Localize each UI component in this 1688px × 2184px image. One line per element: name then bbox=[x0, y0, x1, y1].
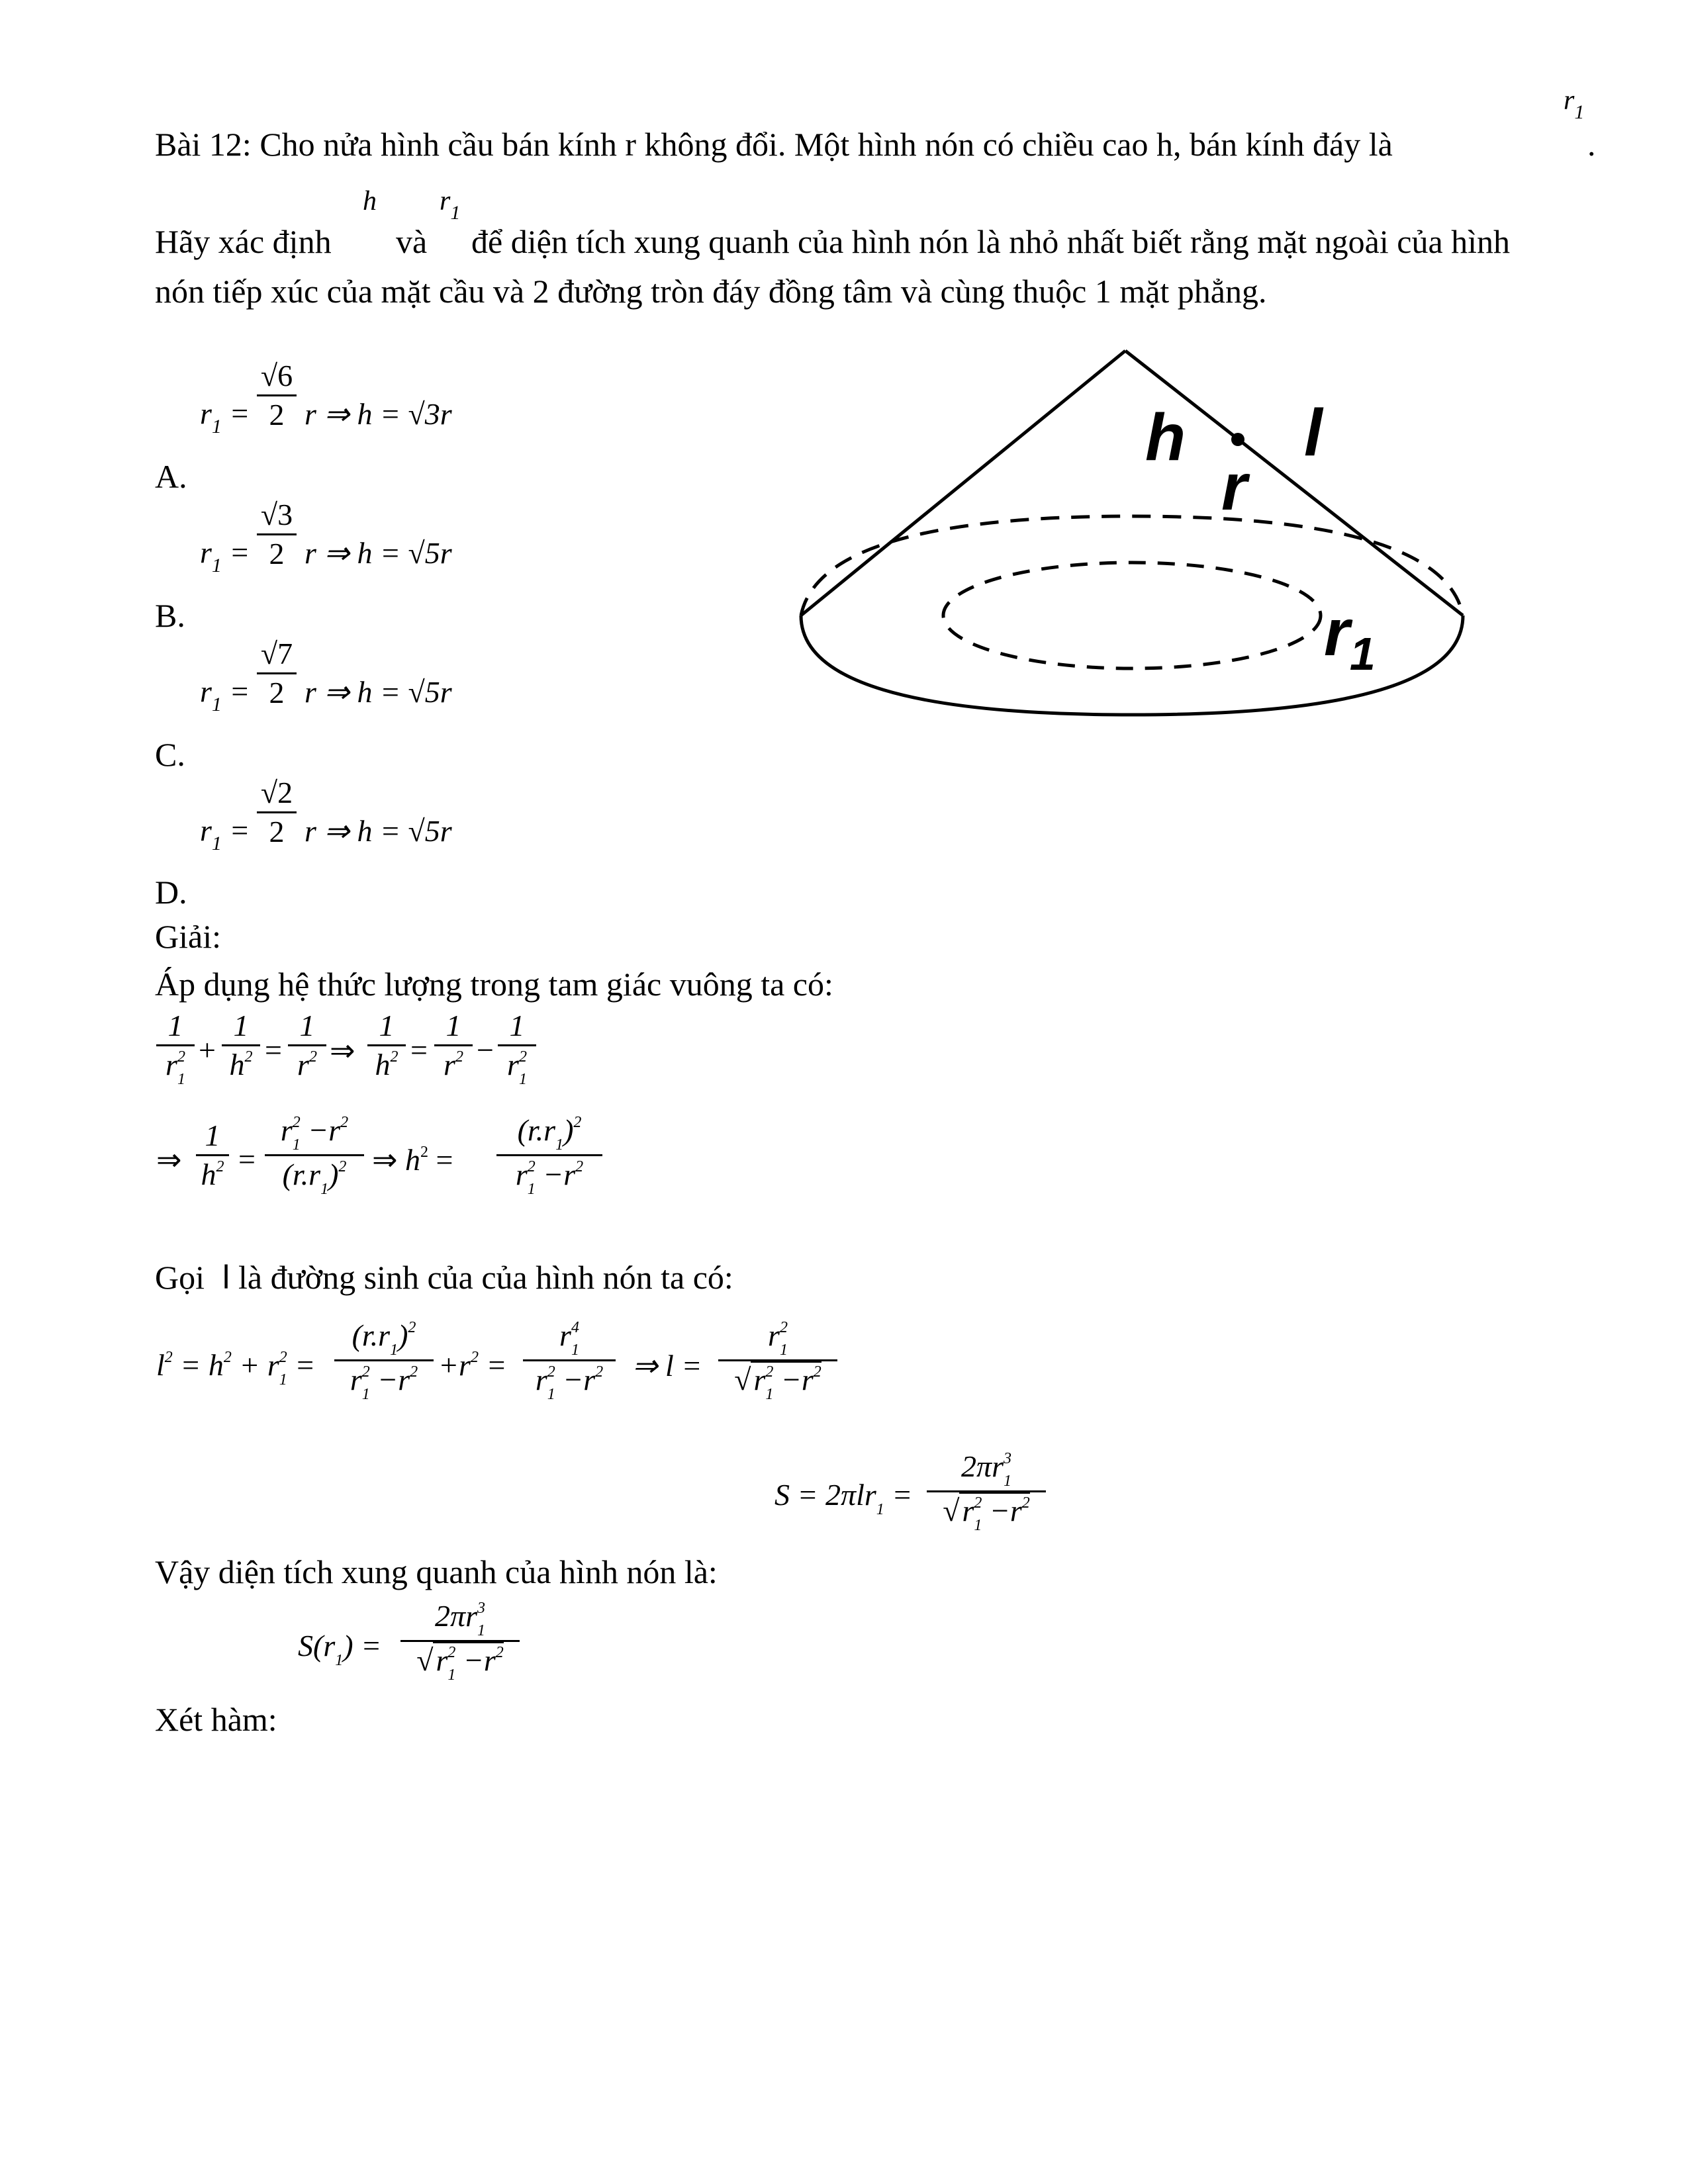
label-h: h bbox=[1145, 400, 1186, 475]
option-d-r1: $r_1$ = bbox=[200, 813, 250, 854]
label-l: l bbox=[1304, 396, 1323, 470]
r1-symbol-top: $r_1$ bbox=[1564, 85, 1585, 123]
eq3-lhs: $l^2 = h^2 + r^2_1$ = bbox=[156, 1348, 316, 1388]
option-d-label[interactable]: D. bbox=[155, 874, 187, 911]
option-a-label[interactable]: A. bbox=[155, 458, 187, 495]
problem-line-2c: để diện tích xung quanh của hình nón là nhỏ nhất biết rằng mặt ngoài của hình bbox=[471, 223, 1511, 260]
option-a-r1: $r_1$ = bbox=[200, 396, 250, 437]
eq1-frac-1-hsq: 1 $h^2$ bbox=[222, 1007, 260, 1089]
generatrix-text-b: là đường sinh của của hình nón ta có: bbox=[238, 1259, 733, 1296]
problem-line-1: Bài 12: Cho nửa hình cầu bán kính r không đổi. Một hình nón có chiều cao h, bán kính đáy là bbox=[155, 126, 1393, 163]
solution-intro: Áp dụng hệ thức lượng trong tam giác vuông ta có: bbox=[155, 966, 833, 1003]
eq3-plus-r2: $+r^2$ = bbox=[438, 1348, 507, 1382]
eq3-frac-a: $(r.r_1)^2$ $r^2_1 -r^2$ bbox=[334, 1317, 434, 1404]
eq3-frac-b: $r^4_1$ $r^2_1 -r^2$ bbox=[523, 1317, 616, 1404]
option-c-label[interactable]: C. bbox=[155, 736, 185, 773]
cone-base-back bbox=[801, 516, 1463, 615]
eq1-implies: ⇒ bbox=[330, 1034, 355, 1068]
eq1-plus: + bbox=[199, 1033, 216, 1067]
cone-right-side bbox=[1125, 351, 1463, 615]
generatrix-text-a: Gọi bbox=[155, 1259, 205, 1296]
eq2-eq: = bbox=[238, 1142, 256, 1176]
tangent-point bbox=[1231, 433, 1244, 446]
eq1-minus: − bbox=[477, 1033, 494, 1067]
option-b-r1: $r_1$ = bbox=[200, 535, 250, 576]
problem-line-1-period: . bbox=[1587, 126, 1596, 163]
option-c-r1: $r_1$ = bbox=[200, 674, 250, 715]
eq1-eq-b: = bbox=[410, 1033, 428, 1067]
option-a-fraction: √6 2 bbox=[257, 357, 297, 433]
eq1-frac-1-rsq: 1 $r^2$ bbox=[288, 1007, 326, 1089]
eq4-frac: $2\pi r^3_1$ $√r^2_1 -r^2$ bbox=[927, 1448, 1046, 1535]
eq1-frac-1-r1sq: 1 $r^2_1$ bbox=[156, 1007, 195, 1089]
eq2-frac-diff: $r^2_1 -r^2$ $(r.r_1)^2$ bbox=[265, 1112, 364, 1199]
problem-line-3: nón tiếp xúc của mặt cầu và 2 đường tròn đáy đồng tâm và cùng thuộc 1 mặt phẳng. bbox=[155, 273, 1267, 310]
eq1-frac-1-r1sq-b: 1 $r^2_1$ bbox=[498, 1007, 536, 1089]
eq2-implies-b: ⇒ $h^2$ = bbox=[372, 1143, 453, 1177]
eq3-implies-l: ⇒ l = bbox=[632, 1349, 702, 1383]
inner-circle bbox=[943, 563, 1321, 668]
label-r1: $r_1$ bbox=[1324, 596, 1376, 680]
option-c-fraction: √7 2 bbox=[257, 635, 297, 711]
option-a-h: r ⇒ h = √3r bbox=[305, 397, 452, 431]
eq3-frac-l: $r^2_1$ $√r^2_1 -r^2$ bbox=[718, 1317, 837, 1404]
eq2-frac-1-hsq: 1 $h^2$ bbox=[196, 1117, 229, 1199]
problem-line-2a: Hãy xác định bbox=[155, 223, 332, 260]
option-d-h: r ⇒ h = √5r bbox=[305, 814, 452, 848]
r1-symbol: $r_1$ bbox=[440, 186, 461, 224]
eq2-implies: ⇒ bbox=[156, 1143, 182, 1177]
eq4-lhs: S = 2πlr$_1$ = bbox=[774, 1478, 913, 1518]
option-b-label[interactable]: B. bbox=[155, 597, 185, 634]
eq1-frac-1-hsq-b: 1 $h^2$ bbox=[367, 1007, 406, 1089]
solution-heading: Giải: bbox=[155, 918, 221, 955]
eq2-frac-h2: $(r.r_1)^2$ $r^2_1 -r^2$ bbox=[496, 1112, 602, 1199]
option-c-h: r ⇒ h = √5r bbox=[305, 675, 452, 709]
label-r: r bbox=[1221, 450, 1247, 524]
eq1-eq: = bbox=[265, 1033, 282, 1067]
conclusion-text: Vậy diện tích xung quanh của hình nón là: bbox=[155, 1553, 718, 1590]
eq1-frac-1-rsq-b: 1 $r^2$ bbox=[434, 1007, 473, 1089]
option-b-fraction: √3 2 bbox=[257, 496, 297, 572]
eq5-frac: $2\pi r^3_1$ $√r^2_1 -r^2$ bbox=[400, 1598, 520, 1684]
consider-function-text: Xét hàm: bbox=[155, 1701, 277, 1738]
option-d-fraction: √2 2 bbox=[257, 774, 297, 850]
generatrix-symbol: l bbox=[222, 1259, 230, 1296]
h-symbol: h bbox=[363, 186, 377, 216]
cone-left-side bbox=[801, 351, 1125, 615]
problem-line-2b: và bbox=[396, 223, 428, 260]
option-b-h: r ⇒ h = √5r bbox=[305, 536, 452, 570]
cone-figure bbox=[781, 331, 1509, 754]
eq5-lhs: $S(r_1)$ = bbox=[298, 1629, 382, 1669]
